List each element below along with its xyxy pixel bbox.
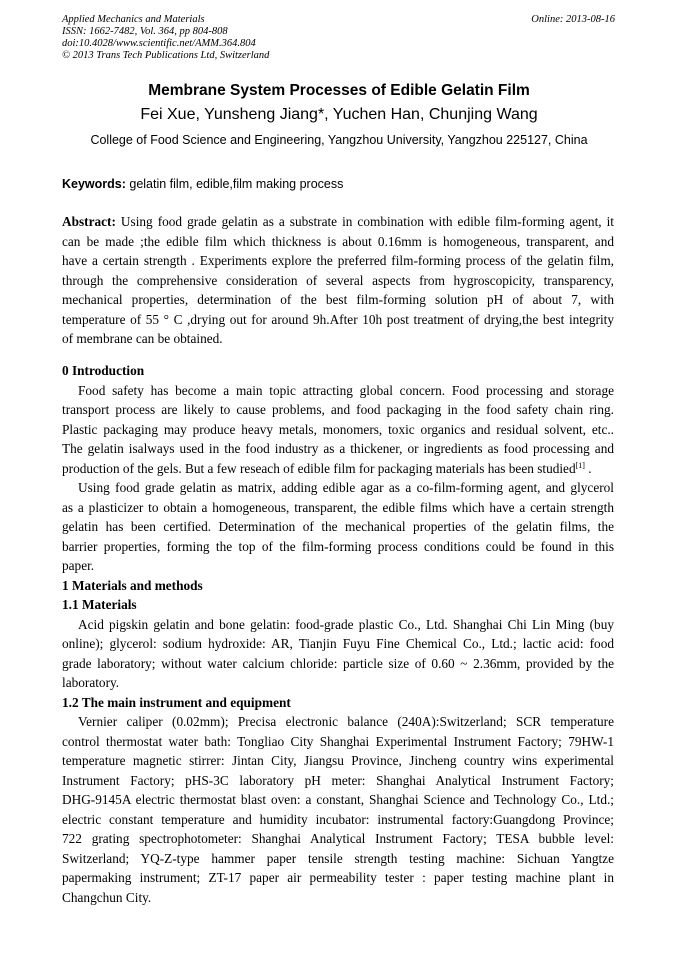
abstract	[62, 212, 614, 349]
text-line	[62, 829, 614, 849]
heading-introduction: 0 Introduction	[62, 363, 145, 378]
text-line	[62, 868, 614, 888]
line-text: 722 grating spectrophotometer: Shanghai Analytical Instrument Factory; TESA bubble level:	[62, 831, 614, 846]
text-line	[62, 478, 614, 498]
line-text: temperature of 55 ° C ,drying out for around 9h.After 10h post treatment of drying,the best integrity	[62, 311, 614, 327]
text-line	[62, 459, 614, 479]
copyright: © 2013 Trans Tech Publications Ltd, Switzerland	[62, 50, 270, 61]
line-text: Acid pigskin gelatin and bone gelatin: food-grade plastic Co., Ltd. Shanghai Chi Lin Ming (buy	[78, 616, 614, 632]
line-text: of membrane can be obtained.	[62, 331, 223, 346]
issn: ISSN: 1662-7482, Vol. 364, pp 804-808	[62, 26, 228, 37]
line-text: temperature magnetic stirrer: Jintan City, Jiangsu Province, Jincheng country wins experimental	[62, 753, 614, 768]
authors: Fei Xue, Yunsheng Jiang*, Yuchen Han, Chunjing Wang	[140, 106, 538, 123]
text-line	[62, 381, 614, 401]
text-line	[62, 888, 614, 908]
line-text: paper.	[62, 558, 95, 573]
heading-equipment: 1.2 The main instrument and equipment	[62, 694, 291, 710]
line-text: The gelatin isalways used in the food industry as a thickener, or ingredients as food processing and	[62, 441, 614, 456]
line-text: online); glycerol: sodium hydroxide: AR, Tianjin Fuyu Fine Chemical Co., Ltd.; lactic acid: food	[62, 636, 614, 651]
line-text: can be made ;the edible film which thickness is about 0.16mm is homogeneous, transparent, and	[62, 233, 614, 249]
journal-name: Applied Mechanics and Materials	[62, 14, 205, 25]
text-line	[62, 537, 614, 557]
line-text: control thermostat water bath: Tongliao City Shanghai Experimental Instrument Factory; 79HW-1	[62, 733, 614, 749]
keywords-text: gelatin film, edible,film making process	[125, 177, 344, 191]
text-line	[62, 810, 614, 830]
line-text: Instrument Factory; pHS-3C laboratory pH meter: Shanghai Analytical Instrument Factory;	[62, 772, 614, 788]
text-line	[62, 849, 614, 869]
text-line	[62, 271, 614, 291]
affiliation: College of Food Science and Engineering, Yangzhou University, Yangzhou 225127, China	[90, 133, 588, 147]
doi: doi:10.4028/www.scientific.net/AMM.364.804	[62, 38, 256, 49]
line-text: mechanical properties, determination of the best film-forming solution pH of about 7, with	[62, 292, 614, 307]
line-text: gelatin has been certified. Determination of the mechanical properties of the gelatin films, the	[62, 519, 614, 534]
line-text: as a plasticizer to obtain a homogeneous, transparent, the edible films which have a certain strength	[62, 499, 614, 515]
line-text: .	[584, 460, 592, 476]
text-line	[62, 251, 614, 271]
text-line	[62, 498, 614, 518]
text-line	[62, 732, 614, 752]
online-date: Online: 2013-08-16	[531, 14, 615, 25]
text-line	[62, 673, 614, 693]
text-line	[62, 310, 614, 330]
text-line	[62, 654, 614, 674]
line-text: transport process are likely to cause problems, and food packaging in the food safety chain ring.	[62, 402, 614, 417]
text-line	[62, 439, 614, 459]
text-line	[62, 771, 614, 791]
abstract-label: Abstract:	[62, 214, 116, 229]
line-text: electric constant temperature and humidity incubator: instrumental factory:Guangdong Province;	[62, 811, 614, 827]
heading-materials: 1.1 Materials	[62, 597, 137, 612]
line-text: Using food grade gelatin as a substrate in combination with edible film-forming agent, it	[115, 214, 614, 229]
line-text: grade laboratory; without water calcium chloride: particle size of 0.60 ~ 2.36mm, provided by the	[62, 655, 614, 671]
keywords	[62, 177, 343, 191]
text-line	[62, 712, 614, 732]
line-text: Vernier caliper (0.02mm); Precisa electronic balance (240A):Switzerland; SCR temperature	[78, 714, 614, 729]
text-line	[62, 400, 614, 420]
text-line	[62, 751, 614, 771]
heading-materials-methods: 1 Materials and methods	[62, 577, 203, 593]
line-text: Food safety has become a main topic attracting global concern. Food processing and storage	[78, 382, 614, 398]
text-line	[62, 634, 614, 654]
paper-title: Membrane System Processes of Edible Gelatin Film	[148, 82, 530, 99]
line-text: Plastic packaging may produce heavy metals, monomers, toxic organics and residual solvent, etc..	[62, 421, 614, 437]
line-text: through the comprehensive consideration of several aspects from hygroscopicity, transparency,	[62, 272, 614, 288]
text-line	[62, 556, 614, 576]
line-text: Changchun City.	[62, 889, 152, 905]
body-text	[62, 361, 614, 907]
line-text: production of the gels. But a few reseach of edible film for packaging materials has been studied	[62, 460, 576, 476]
citation-ref: [1]	[575, 460, 585, 470]
line-text: Switzerland; YQ-Z-type hammer paper tensile strength testing machine: Sichuan Yangtze	[62, 850, 614, 866]
line-text: DHG-9145A electric thermostat blast oven: a constant, Shanghai Science and Technology Co., Ltd.;	[62, 792, 614, 807]
text-line	[62, 290, 614, 310]
text-line	[62, 212, 614, 232]
line-text: laboratory.	[62, 675, 120, 690]
line-text: papermaking instrument; ZT-17 paper air permeability tester : paper testing machine plant in	[62, 870, 614, 885]
text-line	[62, 420, 614, 440]
text-line	[62, 615, 614, 635]
text-line	[62, 232, 614, 252]
text-line	[62, 790, 614, 810]
text-line	[62, 517, 614, 537]
journal-info	[62, 14, 269, 62]
line-text: have a certain strength . Experiments explore the preferred film-forming process of the gelatin film,	[62, 253, 614, 268]
line-text: barrier properties, forming the top of the film-forming process conditions could be found in this	[62, 538, 614, 554]
text-line	[62, 329, 614, 349]
keywords-label: Keywords:	[62, 177, 126, 191]
line-text: Using food grade gelatin as matrix, adding edible agar as a co-film-forming agent, and glycerol	[78, 480, 614, 495]
